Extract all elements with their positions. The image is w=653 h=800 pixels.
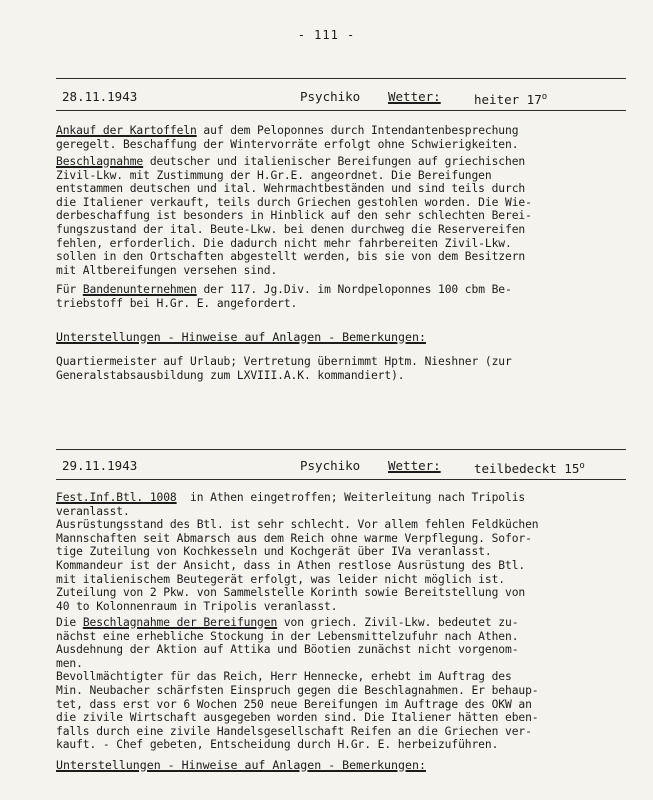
weather-value: heiter 17$^o$ (474, 92, 548, 108)
entry-paragraph: Beschlagnahme deutscher und italienischer Bereifungen auf griechischen Zivil-Lkw. mit Zustimmung der H.Gr.E. angeordnet. Die Bereifungen entstammen deutschen und ital. Wehrmachtbeständen und sind teils durch die Italiener verkauft, teils durch Griechen gestohlen worden. Die Wie- derbeschaffung ist besonders in Hinblick auf den sehr schlechten Berei- fungszustand der ital. Beute-Lkw. bei denen durchweg die Reservereifen fehlen, erforderlich. Die dadurch nicht mehr fahrbereiten Zivil-Lkw. sollen in den Ortschaften abgestellt werden, bis sie von dem Besitzern mit Altbereifungen versehen sind. (56, 155, 532, 277)
entry-paragraph: Die Beschlagnahme der Bereifungen von griech. Zivil-Lkw. bedeutet zu- nächst eine erhebliche Stockung in der Lebensmittelzufuhr nach Athen. Ausdehnung der Aktion auf Attika und Böotien zunächst nicht vorgenom- men. Bevollmächtigter für das Reich, Herr Hennecke, erhebt im Auftrag des Min. Neubacher schärfsten Einspruch gegen die Beschlagnahmen. Er behaup- tet, dass erst vor 6 Wochen 250 neue Bereifungen im Auftrage des OKW an die zivile Wirtschaft ausgegeben worden sind. Die Italiener hätten eben- falls durch eine zivile Handelsgesellschaft Reifen an die Griechen ver- kauft. - Chef gebeten, Entscheidung durch H.Gr. E. herbeizuführen. (56, 616, 539, 752)
entry-date: 29.11.1943 (62, 458, 138, 473)
header-top-rule (56, 449, 626, 450)
entry-header (56, 457, 626, 475)
entry-place: Psychiko (300, 89, 361, 104)
header-bottom-rule (56, 110, 626, 111)
entry-place: Psychiko (300, 458, 361, 473)
weather-value: teilbedeckt 15$^o$ (474, 461, 585, 477)
weather-label: Wetter: (388, 89, 441, 104)
header-top-rule (56, 78, 626, 79)
weather-label: Wetter: (388, 458, 441, 473)
remarks-heading: Unterstellungen - Hinweise auf Anlagen - Bemerkungen: (56, 758, 426, 772)
entry-paragraph: Fest.Inf.Btl. 1008 in Athen eingetroffen; Weiterleitung nach Tripolis veranlasst. Ausrüstungsstand des Btl. ist sehr schlecht. Vor allem fehlen Feldküchen Mannschaften seit Abmarsch aus dem Reich ohne warme Verpflegung. Sofor- tige Zuteilung von Kochkesseln und Kochgerät über IVa veranlasst. Kommandeur ist der Ansicht, dass in Athen restlose Ausrüstung des Btl. mit italienischem Beutegerät erfolgt, was leider nicht möglich ist. (56, 491, 539, 586)
page-number: - 111 - (297, 28, 356, 42)
entry-header (56, 88, 626, 106)
entry-paragraph: Für Bandenunternehmen der 117. Jg.Div. im Nordpeloponnes 100 cbm Be- triebstoff bei H.Gr. E. angefordert. (56, 283, 512, 310)
entry-date: 28.11.1943 (62, 89, 138, 104)
remarks-heading: Unterstellungen - Hinweise auf Anlagen - Bemerkungen: (56, 330, 426, 344)
entry-paragraph: Ankauf der Kartoffeln auf dem Peloponnes durch Intendantenbesprechung geregelt. Beschaffung der Wintervorräte erfolgt ohne Schwierigkeiten. (56, 124, 519, 151)
remarks-text: Quartiermeister auf Urlaub; Vertretung übernimmt Hptm. Nieshner (zur Generalstabsausbildung zum LXVIII.A.K. kommandiert). (56, 355, 512, 382)
header-bottom-rule (56, 479, 626, 480)
entry-paragraph: Zuteilung von 2 Pkw. von Sammelstelle Korinth sowie Bereitstellung von 40 to Kolonnenraum in Tripolis veranlasst. (56, 586, 526, 613)
